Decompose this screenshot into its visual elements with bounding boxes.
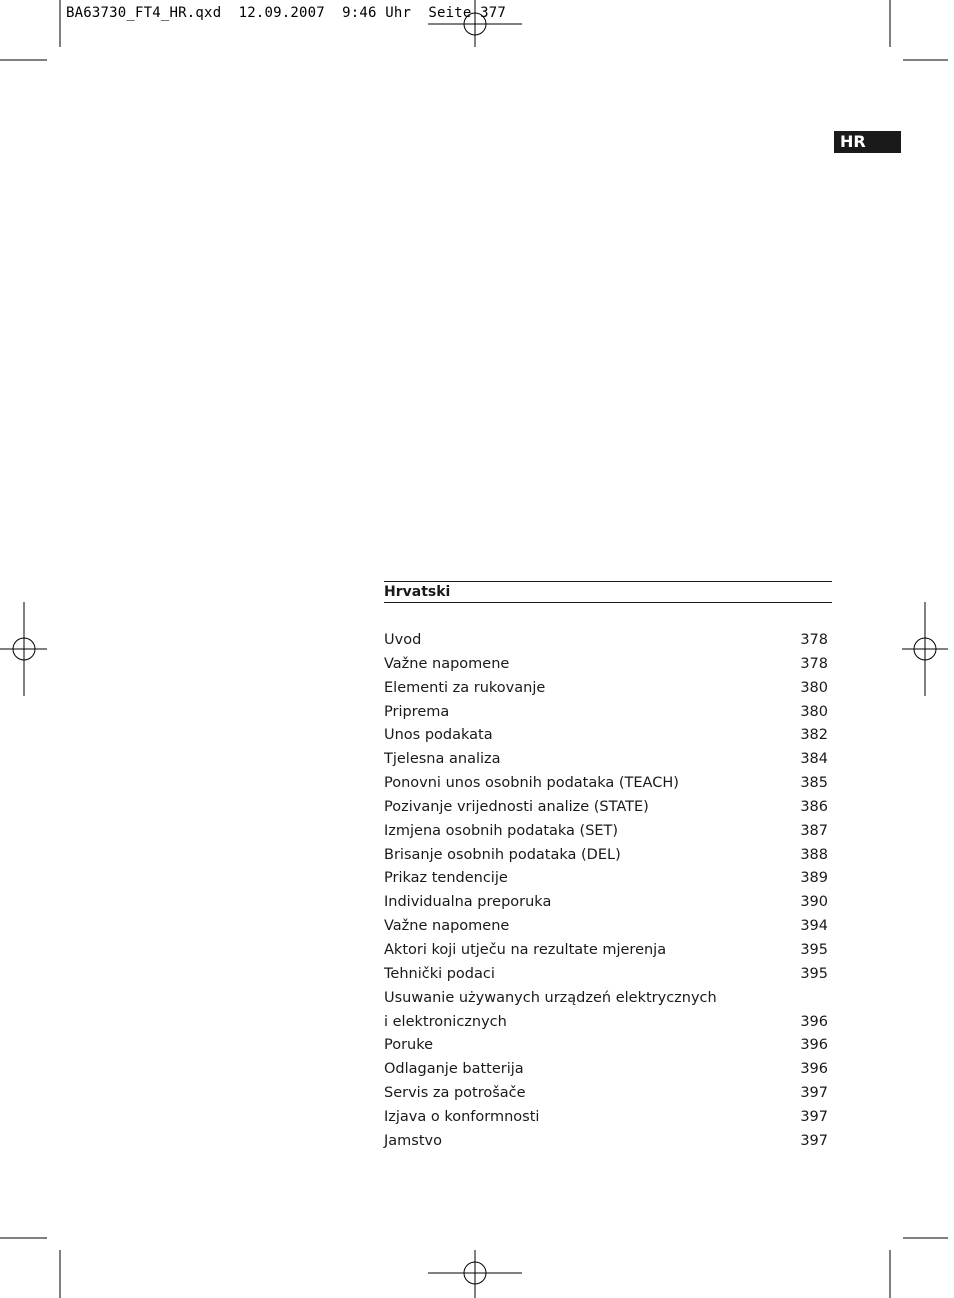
toc-heading: Hrvatski xyxy=(384,581,832,603)
toc-entry-label: Odlaganje batterija xyxy=(384,1061,524,1078)
toc-entry xyxy=(384,963,832,987)
toc-entry-label: Usuwanie używanych urządzeń elektrycznych i elektronicznych xyxy=(384,989,717,1030)
toc-entry-page: 388 xyxy=(800,846,828,863)
toc-entry-label: Jamstvo xyxy=(384,1132,442,1149)
toc-entry-page: 397 xyxy=(800,1132,828,1149)
toc-entry-label: Brisanje osobnih podataka (DEL) xyxy=(384,846,621,863)
toc-entry-page: 380 xyxy=(800,679,828,696)
toc-entry xyxy=(384,772,832,796)
toc-entry-label: Uvod xyxy=(384,632,422,648)
toc-entry-label: Ponovni unos osobnih podataka (TEACH) xyxy=(384,775,679,792)
toc-entry xyxy=(384,1058,832,1082)
toc-entry-label: Važne napomene xyxy=(384,918,510,935)
toc-entry-page: 394 xyxy=(800,918,828,935)
toc-entry-page: 378 xyxy=(800,632,828,648)
toc-entry-page: 396 xyxy=(800,1013,828,1030)
toc-entry-label: Pozivanje vrijednosti analize (STATE) xyxy=(384,798,649,815)
registration-mark-bottom xyxy=(428,1250,522,1298)
toc-entry xyxy=(384,677,832,701)
toc-entry-label: Poruke xyxy=(384,1037,434,1054)
toc-entry-label: Priprema xyxy=(384,703,450,720)
registration-mark-right xyxy=(902,602,948,696)
toc-entry-page: 378 xyxy=(800,655,828,672)
registration-mark-left xyxy=(0,602,47,696)
toc-entry-page: 397 xyxy=(800,1085,828,1102)
toc-entry-label: Izmjena osobnih podataka (SET) xyxy=(384,822,619,839)
toc-entry-label: Tjelesna analiza xyxy=(384,751,501,768)
toc-entry-label: Važne napomene xyxy=(384,655,510,672)
toc-list xyxy=(384,629,832,1154)
language-badge: HR xyxy=(834,131,901,153)
toc-entry-page: 396 xyxy=(800,1061,828,1078)
toc-entry-page: 386 xyxy=(800,798,828,815)
toc-entry-label: Tehnički podaci xyxy=(384,965,495,982)
toc-entry-page: 395 xyxy=(800,941,828,958)
toc-entry-label: Prikaz tendencije xyxy=(384,870,508,887)
toc-entry-page: 397 xyxy=(800,1108,828,1125)
toc-entry xyxy=(384,748,832,772)
toc-entry xyxy=(384,1130,832,1154)
toc-entry-label: Elementi za rukovanje xyxy=(384,679,546,696)
toc-entry-page: 396 xyxy=(800,1037,828,1054)
toc-entry-page: 385 xyxy=(800,775,828,792)
toc-entry-page: 387 xyxy=(800,822,828,839)
toc-entry xyxy=(384,653,832,677)
toc-entry xyxy=(384,1106,832,1130)
toc-entry xyxy=(384,867,832,891)
toc-entry-page: 395 xyxy=(800,965,828,982)
toc-entry xyxy=(384,987,832,1035)
toc-entry xyxy=(384,724,832,748)
toc-entry-page: 382 xyxy=(800,727,828,744)
toc-entry xyxy=(384,1082,832,1106)
toc-entry xyxy=(384,701,832,725)
toc-entry-label: Aktori koji utječu na rezultate mjerenja xyxy=(384,941,667,958)
toc-entry xyxy=(384,796,832,820)
table-of-contents xyxy=(384,581,832,1154)
toc-entry-page: 390 xyxy=(800,894,828,911)
toc-entry xyxy=(384,844,832,868)
toc-entry-label: Servis za potrošače xyxy=(384,1085,526,1102)
toc-entry-label: Izjava o konformnosti xyxy=(384,1108,540,1125)
toc-entry xyxy=(384,891,832,915)
toc-entry xyxy=(384,629,832,653)
print-slug-line: BA63730_FT4_HR.qxd 12.09.2007 9:46 Uhr Seite 377 xyxy=(66,5,507,21)
toc-entry-page: 384 xyxy=(800,751,828,768)
toc-entry-page: 389 xyxy=(800,870,828,887)
toc-entry xyxy=(384,915,832,939)
toc-entry xyxy=(384,939,832,963)
toc-entry xyxy=(384,820,832,844)
toc-entry xyxy=(384,1034,832,1058)
toc-entry-page: 380 xyxy=(800,703,828,720)
toc-entry-label: Unos podakata xyxy=(384,727,493,744)
toc-entry-label: Individualna preporuka xyxy=(384,894,552,911)
